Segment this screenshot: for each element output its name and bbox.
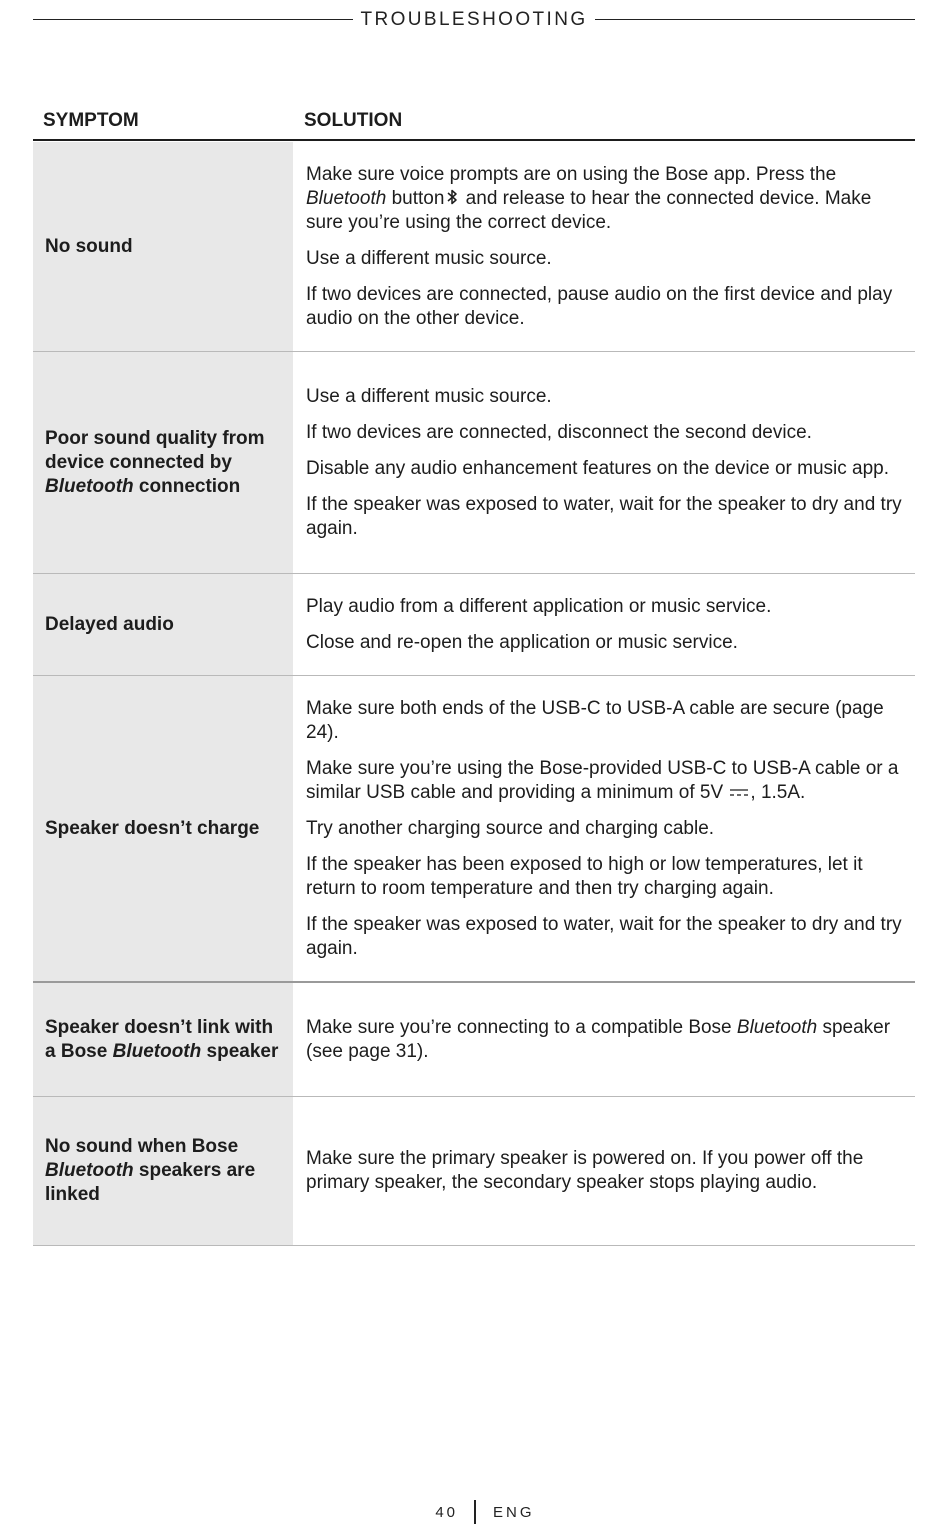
table-row-no-sound-when-linked xyxy=(33,1097,915,1246)
solution-text xyxy=(306,1016,905,1064)
page-header xyxy=(33,8,915,32)
solution-text: Use a different music source. xyxy=(306,247,552,269)
symptom-cell xyxy=(33,676,293,981)
symptom-cell xyxy=(33,352,293,573)
solution-text: Disable any audio enhancement features on the device or music app. xyxy=(306,457,890,479)
header-rule-right xyxy=(595,19,915,20)
solution-text: Make sure the primary speaker is powered on. If you power off the primary speaker, the secondary speaker stops playing audio. xyxy=(306,1148,864,1193)
solution-text: Try another charging source and charging cable. xyxy=(306,817,715,839)
section-title: TROUBLESHOOTING xyxy=(360,9,588,30)
symptom-text: Speaker doesn’t charge xyxy=(45,817,260,839)
solution-cell xyxy=(306,676,905,981)
symptom-cell xyxy=(33,983,293,1096)
solution-text: Make sure both ends of the USB-C to USB-A cable are secure (page 24). xyxy=(306,697,884,743)
symptom-cell xyxy=(33,142,293,351)
solution-text: If the speaker was exposed to water, wait for the speaker to dry and try again. xyxy=(306,913,902,959)
symptom-text-part: speakers are linked xyxy=(45,1160,256,1205)
symptom-text-part: Speaker doesn’t link with a Bose xyxy=(45,1016,274,1062)
column-header-symptom: SYMPTOM xyxy=(43,110,139,131)
solution-text: If the speaker was exposed to water, wait for the speaker to dry and try again. xyxy=(306,493,902,539)
solution-text-part: button xyxy=(386,187,445,209)
table-row-no-sound xyxy=(33,142,915,352)
solution-text xyxy=(306,757,905,805)
symptom-text: No sound xyxy=(45,235,133,257)
solution-text-part: Make sure you’re connecting to a compatible Bose xyxy=(306,1016,737,1038)
solution-text-italic: Bluetooth xyxy=(736,1016,818,1038)
symptom-text xyxy=(45,1135,285,1207)
table-header xyxy=(33,109,915,141)
symptom-text: Delayed audio xyxy=(45,613,174,635)
solution-cell xyxy=(306,1097,905,1245)
solution-text: Close and re-open the application or music service. xyxy=(306,631,738,653)
solution-text: Play audio from a different application or music service. xyxy=(306,595,772,617)
symptom-text-part: No sound when Bose xyxy=(45,1136,239,1157)
table-row-speaker-doesnt-link xyxy=(33,983,915,1097)
symptom-text-italic: Bluetooth xyxy=(45,475,134,497)
solution-text-part: speaker (see page 31). xyxy=(306,1016,891,1062)
symptom-text-part: speaker xyxy=(201,1040,279,1062)
solution-text xyxy=(306,163,905,235)
page-number: 40 xyxy=(435,1504,458,1521)
table-row-speaker-doesnt-charge xyxy=(33,676,915,983)
symptom-cell xyxy=(33,1097,293,1245)
solution-text-italic: Bluetooth xyxy=(306,187,387,209)
solution-text-part: and release to hear the connected device. Make sure you’re using the correct device. xyxy=(306,187,872,233)
solution-text-part: , 1.5A. xyxy=(750,781,806,803)
symptom-text xyxy=(45,427,285,499)
dc-current-icon xyxy=(729,786,749,798)
bluetooth-icon xyxy=(446,188,458,206)
language-code: ENG xyxy=(493,1504,535,1521)
solution-text-part: Make sure you’re using the Bose-provided USB-C to USB-A cable or a similar USB cable and providing a minimum of 5V xyxy=(306,757,899,803)
solution-text: Use a different music source. xyxy=(306,385,552,407)
symptom-cell xyxy=(33,574,293,675)
footer-divider xyxy=(474,1500,476,1524)
table-row-delayed-audio xyxy=(33,574,915,676)
symptom-text-part: connection xyxy=(133,475,241,497)
solution-text-part: Make sure voice prompts are on using the Bose app. Press the xyxy=(306,163,837,185)
symptom-text-italic: Bluetooth xyxy=(45,1160,134,1181)
symptom-text-part: Poor sound quality from device connected by xyxy=(45,427,265,473)
solution-cell xyxy=(306,574,905,675)
solution-text: If two devices are connected, pause audio on the first device and play audio on the other device. xyxy=(306,283,893,329)
solution-text: If the speaker has been exposed to high or low temperatures, let it return to room temperature and then try charging again. xyxy=(306,853,863,899)
solution-cell xyxy=(306,352,905,573)
solution-cell xyxy=(306,142,905,351)
page-footer xyxy=(0,1500,950,1524)
table-row-poor-sound-quality xyxy=(33,352,915,574)
symptom-text xyxy=(45,1016,285,1064)
solution-cell xyxy=(306,983,905,1096)
solution-text: If two devices are connected, disconnect the second device. xyxy=(306,421,812,443)
column-header-solution: SOLUTION xyxy=(304,110,403,131)
symptom-text-italic: Bluetooth xyxy=(112,1040,202,1062)
